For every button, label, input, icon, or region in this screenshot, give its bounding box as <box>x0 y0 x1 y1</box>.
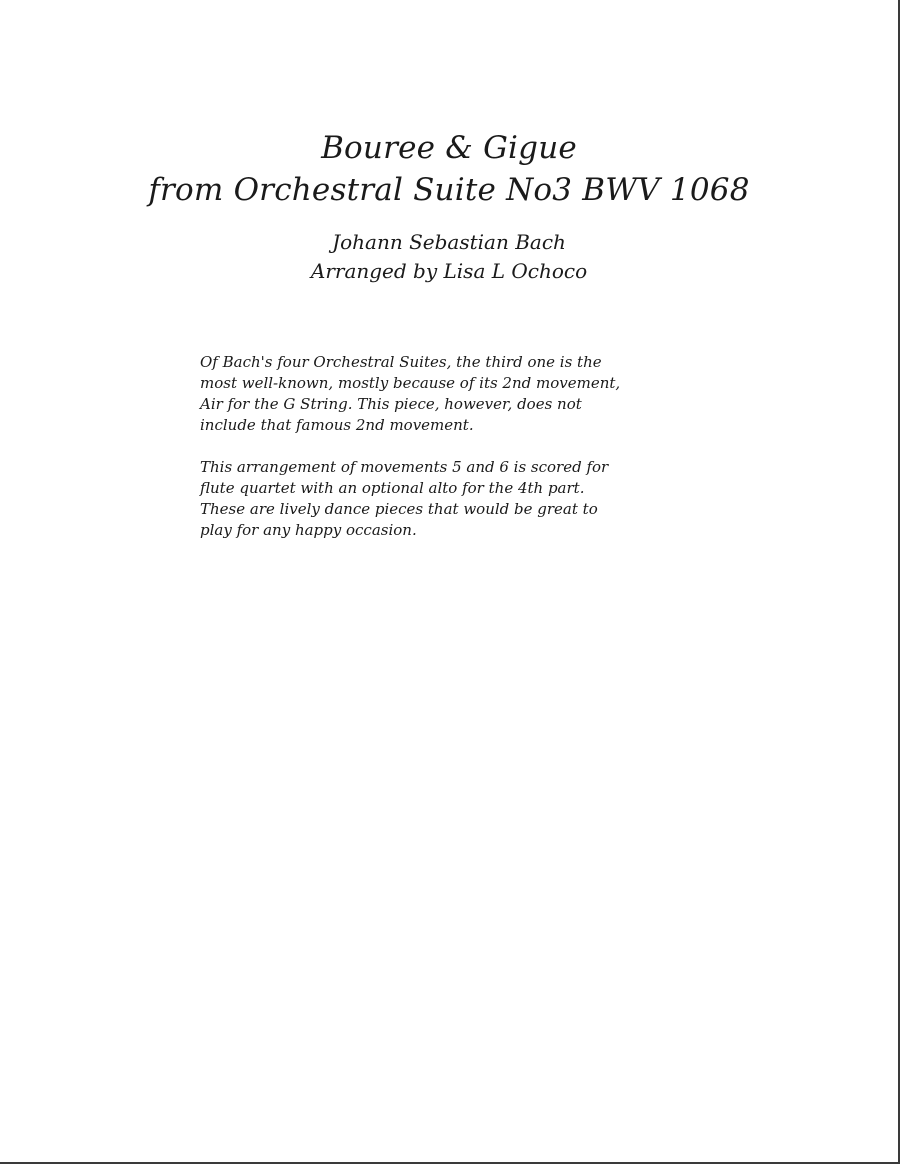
title-block <box>0 127 898 211</box>
notes-line: play for any happy occasion. <box>200 521 417 539</box>
notes-line: most well-known, mostly because of its 2nd movement, <box>200 374 621 392</box>
composer-name: Johann Sebastian Bach <box>332 230 566 254</box>
title-line-1: Bouree & Gigue <box>321 130 577 166</box>
notes-line: Of Bach's four Orchestral Suites, the third one is the <box>200 353 602 371</box>
notes-line: Air for the G String. This piece, however, does not <box>200 395 582 413</box>
notes-paragraph-1 <box>200 352 700 436</box>
notes-line: This arrangement of movements 5 and 6 is scored for <box>200 458 609 476</box>
credit-block <box>0 228 898 286</box>
title-line-2: from Orchestral Suite No3 BWV 1068 <box>148 172 750 208</box>
arranger-credit: Arranged by Lisa L Ochoco <box>310 259 588 283</box>
notes-paragraph-2 <box>200 457 700 541</box>
notes-line: These are lively dance pieces that would be great to <box>200 500 598 518</box>
program-notes <box>200 352 700 562</box>
notes-line: include that famous 2nd movement. <box>200 416 474 434</box>
notes-line: flute quartet with an optional alto for the 4th part. <box>200 479 585 497</box>
